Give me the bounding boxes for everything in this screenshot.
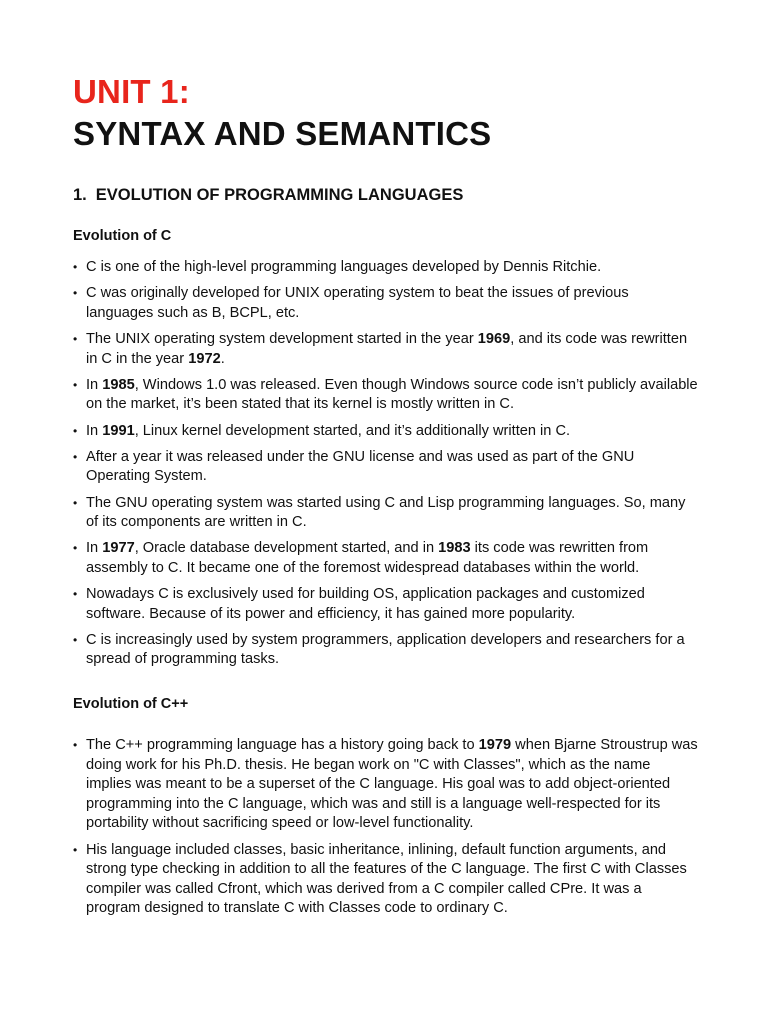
section-heading bbox=[73, 184, 463, 206]
list-item bbox=[73, 585, 698, 624]
list-item bbox=[73, 539, 698, 578]
evolution-cpp-heading: Evolution of C++ bbox=[73, 696, 189, 712]
text: In bbox=[86, 540, 103, 557]
unit-subtitle: SYNTAX AND SEMANTICS bbox=[73, 115, 492, 152]
text: After a year it was released under the GNU license and was used as part of the GNU Operating System. bbox=[86, 448, 635, 485]
text: Nowadays C is exclusively used for building OS, application packages and customized software. Because of its power and efficiency, it has gained more popularity. bbox=[86, 586, 645, 622]
bullet-icon: • bbox=[73, 286, 78, 301]
list-item bbox=[73, 284, 698, 323]
bullet-icon: • bbox=[73, 738, 78, 752]
text: The GNU operating system was started using C and Lisp programming languages. So, many of its components are written in C. bbox=[86, 494, 686, 531]
list-item bbox=[73, 330, 698, 369]
text: C was originally developed for UNIX operating system to beat the issues of previous languages such as B, BCPL, etc. bbox=[86, 285, 629, 321]
text: The C++ programming language has a history going back to bbox=[86, 737, 479, 753]
evolution-cpp-list bbox=[73, 736, 698, 926]
evolution-c-list bbox=[73, 258, 698, 677]
list-item bbox=[73, 494, 698, 533]
bullet-icon: • bbox=[73, 842, 78, 857]
bullet-icon: • bbox=[73, 449, 78, 464]
bullet-icon: • bbox=[73, 632, 78, 647]
text: , Linux kernel development started, and it’s additionally written in C. bbox=[134, 422, 571, 439]
bold-text: 1979 bbox=[478, 737, 512, 753]
list-item bbox=[73, 422, 698, 442]
text: C is one of the high-level programming languages developed by Dennis Ritchie. bbox=[86, 259, 602, 275]
unit-title: UNIT 1: bbox=[73, 73, 190, 110]
bold-text: 1991 bbox=[102, 422, 135, 439]
bold-text: 1972 bbox=[188, 350, 221, 367]
text: . bbox=[220, 350, 225, 367]
bullet-icon: • bbox=[73, 423, 78, 438]
text: In bbox=[86, 422, 103, 439]
text: The UNIX operating system development started in the year bbox=[86, 330, 478, 347]
text: , Oracle database development started, and in bbox=[134, 540, 439, 557]
list-item bbox=[73, 448, 698, 487]
text: In bbox=[86, 376, 103, 393]
text: , Windows 1.0 was released. Even though Windows source code isn’t publicly available on the market, it’s been stated that its kernel is mostly written in C. bbox=[86, 376, 698, 413]
section-title: EVOLUTION OF PROGRAMMING LANGUAGES bbox=[95, 186, 464, 204]
bold-text: 1969 bbox=[477, 330, 511, 347]
bold-text: 1983 bbox=[438, 540, 471, 557]
bold-text: 1977 bbox=[102, 540, 135, 557]
bold-text: 1985 bbox=[102, 376, 135, 393]
bullet-icon: • bbox=[73, 331, 78, 346]
list-item bbox=[73, 841, 698, 919]
text: , and its code was rewritten in C in the year bbox=[86, 330, 688, 367]
text: when Bjarne Stroustrup was doing work for his Ph.D. thesis. He began work on "C with Classes", which as the name implies was meant to be a superset of the C language. His goal was to add object-oriented programming into the C language, which was and still is a language well-respected for its portability without sacrificing speed or low-level functionality. bbox=[86, 737, 698, 832]
bullet-icon: • bbox=[73, 377, 78, 392]
text: His language included classes, basic inheritance, inlining, default function arguments, and strong type checking in addition to all the features of the C language. The first C with Classes compiler was called Cfront, which was derived from a C compiler called CPre. It was a program designed to translate C with Classes code to ordinary C. bbox=[86, 841, 687, 917]
list-item bbox=[73, 376, 698, 415]
text: C is increasingly used by system programmers, application developers and researchers for a spread of programming tasks. bbox=[86, 631, 685, 668]
bullet-icon: • bbox=[73, 495, 78, 510]
text: its code was rewritten from assembly to C. It became one of the foremost widespread databases within the world. bbox=[86, 540, 649, 576]
evolution-c-heading: Evolution of C bbox=[73, 228, 172, 244]
bullet-icon: • bbox=[73, 587, 78, 602]
list-item bbox=[73, 736, 698, 834]
bullet-icon: • bbox=[73, 260, 78, 274]
list-item bbox=[73, 258, 698, 278]
bullet-icon: • bbox=[73, 541, 78, 556]
list-item bbox=[73, 631, 698, 670]
section-number: 1. bbox=[73, 186, 87, 204]
